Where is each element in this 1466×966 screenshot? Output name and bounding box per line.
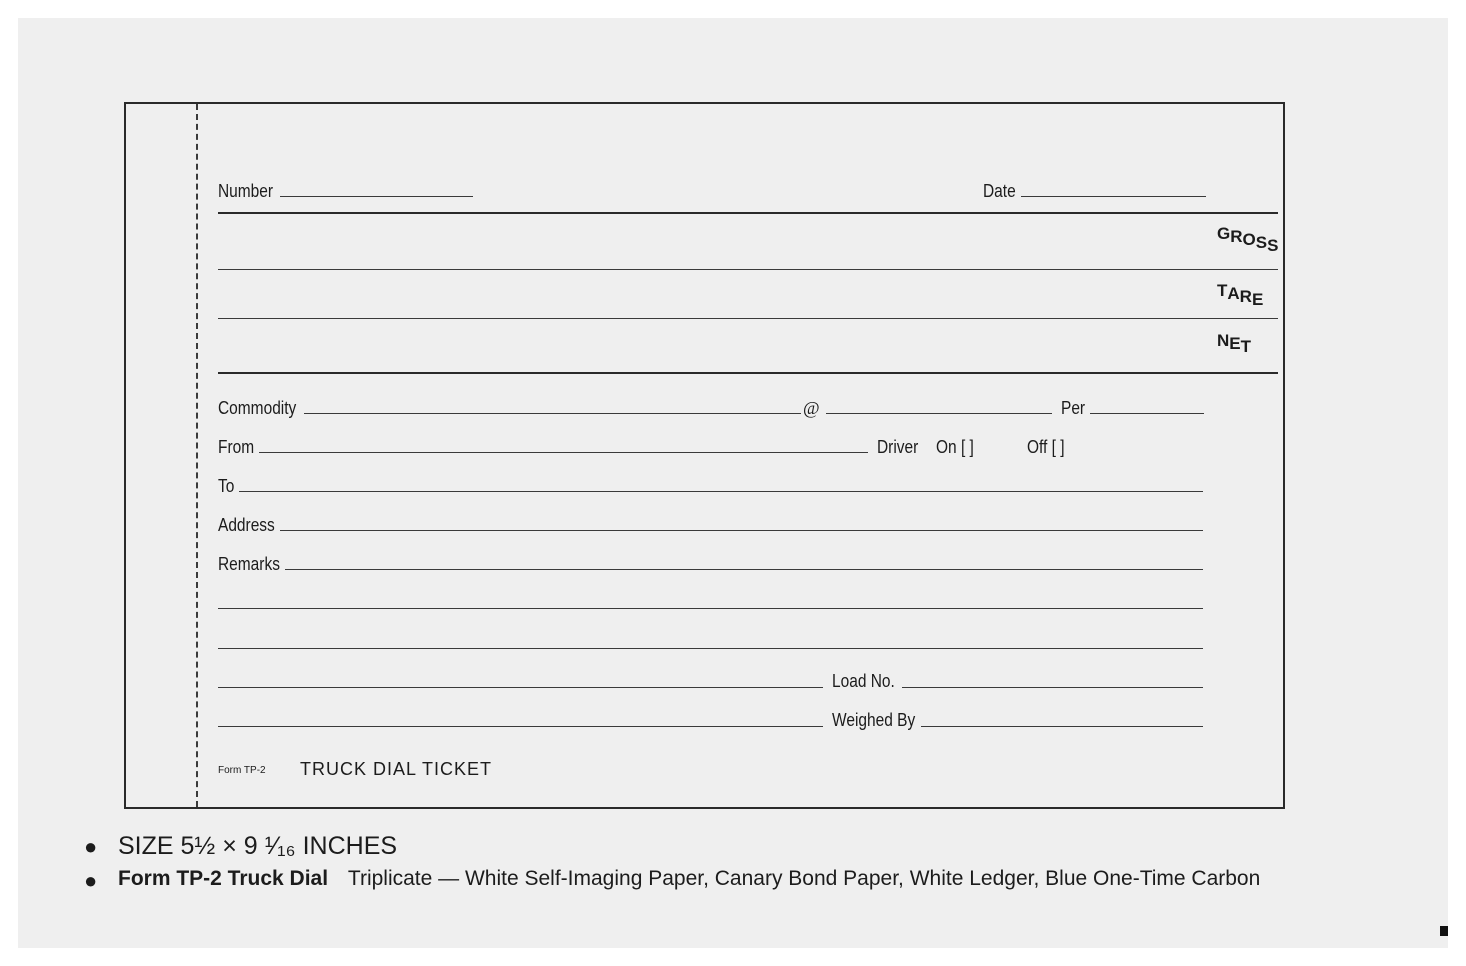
- weight-letter: S: [1267, 236, 1279, 255]
- from-field[interactable]: [259, 452, 868, 453]
- remarks-field-line-3[interactable]: [218, 648, 1203, 649]
- weight-letter: R: [1239, 287, 1252, 306]
- blank-field-2[interactable]: [218, 726, 823, 727]
- remarks-field[interactable]: [285, 569, 1203, 570]
- driver-label: Driver: [877, 437, 919, 457]
- driver-on-checkbox[interactable]: On [ ]: [936, 437, 974, 457]
- load-no-label: Load No.: [832, 671, 895, 691]
- bullet-icon: ●: [84, 834, 98, 859]
- address-label: Address: [218, 515, 275, 535]
- gross-label: [1217, 224, 1279, 255]
- size-prefix: SIZE: [118, 832, 174, 860]
- weighed-by-label: Weighed By: [832, 710, 916, 730]
- header-rule: [218, 212, 1278, 214]
- tare-field[interactable]: [218, 318, 1278, 319]
- size-value: 5½ × 9 ¹⁄₁₆ INCHES: [180, 832, 398, 860]
- bullet-icon: ●: [84, 868, 98, 893]
- weight-letter: O: [1242, 230, 1256, 249]
- commodity-label: Commodity: [218, 398, 297, 418]
- weight-letter: T: [1240, 337, 1252, 356]
- weight-letter: E: [1251, 290, 1264, 309]
- net-text: [1217, 331, 1252, 356]
- weight-letter: S: [1255, 233, 1268, 252]
- form-title: TRUCK DIAL TICKET: [300, 759, 493, 779]
- at-symbol: @: [803, 398, 820, 418]
- number-label: Number: [218, 181, 274, 201]
- form-id: Form TP-2: [218, 765, 266, 776]
- product-desc: Triplicate — White Self-Imaging Paper, Canary Bond Paper, White Ledger, Blue One-Time Carbon: [347, 867, 1261, 890]
- per-label: Per: [1061, 398, 1086, 418]
- tare-label: [1217, 281, 1264, 309]
- number-field[interactable]: [280, 196, 473, 197]
- gross-text: [1217, 224, 1279, 255]
- ticket-form-frame: [124, 102, 1285, 809]
- date-label: Date: [983, 181, 1016, 201]
- blank-field-1[interactable]: [218, 687, 823, 688]
- weight-letter: R: [1230, 227, 1243, 246]
- size-spec: [118, 832, 397, 860]
- date-field[interactable]: [1021, 196, 1206, 197]
- driver-off-checkbox[interactable]: Off [ ]: [1027, 437, 1065, 457]
- gross-field[interactable]: [218, 269, 1278, 270]
- product-line: [118, 866, 1260, 892]
- load-no-field[interactable]: [902, 687, 1203, 688]
- commodity-field[interactable]: [304, 413, 801, 414]
- weight-letter: E: [1229, 334, 1241, 353]
- to-label: To: [218, 476, 235, 496]
- weight-letter: N: [1217, 331, 1230, 350]
- net-label: [1217, 331, 1252, 356]
- address-field[interactable]: [280, 530, 1203, 531]
- weight-letter: A: [1227, 284, 1240, 303]
- to-field[interactable]: [239, 491, 1203, 492]
- corner-mark: [1440, 926, 1448, 936]
- tare-text: [1217, 281, 1264, 309]
- from-label: From: [218, 437, 255, 457]
- remarks-label: Remarks: [218, 554, 280, 574]
- price-field[interactable]: [826, 413, 1052, 414]
- weighed-by-field[interactable]: [921, 726, 1203, 727]
- remarks-field-line-2[interactable]: [218, 608, 1203, 609]
- product-name: Form TP-2 Truck Dial: [118, 867, 329, 890]
- net-field[interactable]: [218, 372, 1278, 374]
- weight-letter: T: [1217, 281, 1228, 300]
- weight-letter: G: [1217, 224, 1231, 243]
- per-field[interactable]: [1090, 413, 1204, 414]
- perforation-line: [196, 104, 198, 807]
